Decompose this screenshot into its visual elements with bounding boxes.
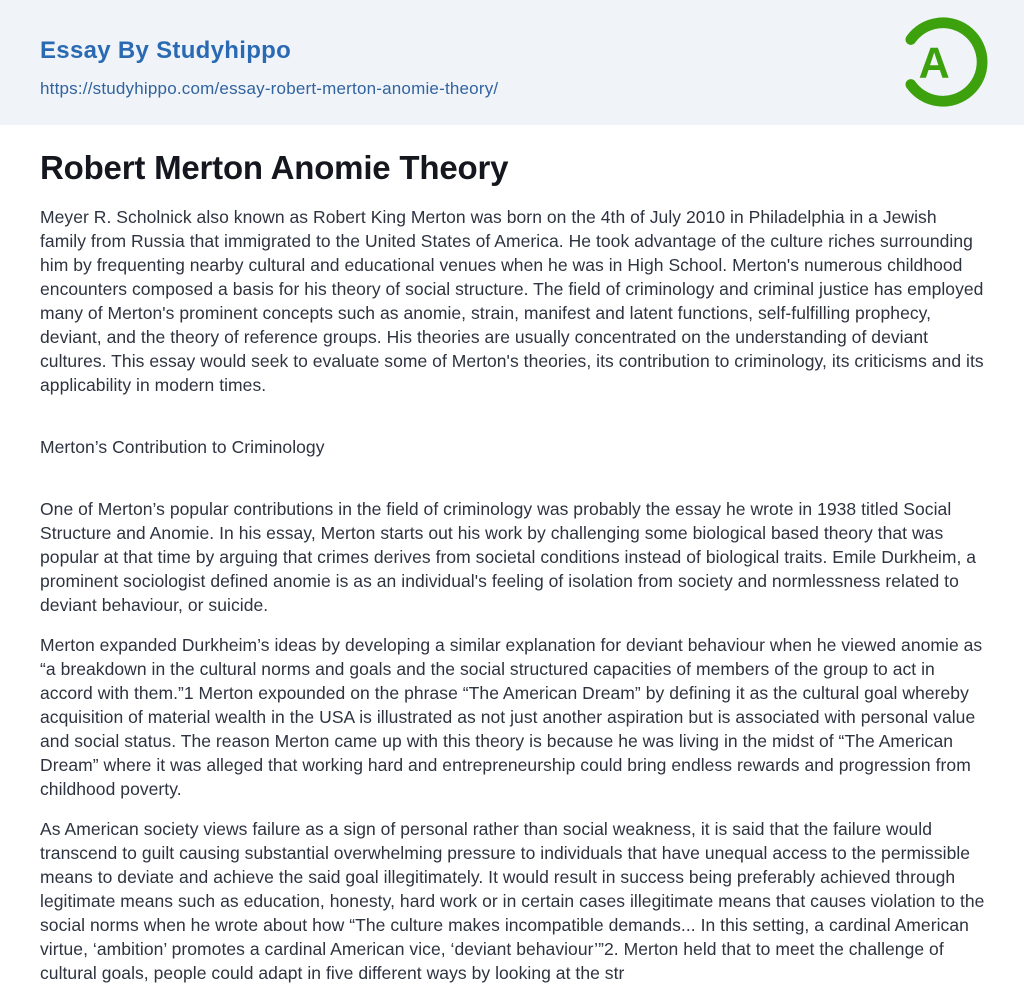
- logo-letter: A: [918, 39, 950, 88]
- section-heading-contribution: Merton’s Contribution to Criminology: [40, 437, 325, 457]
- logo-arc-icon: [894, 13, 992, 111]
- article: [0, 125, 1024, 985]
- studyhippo-logo-icon: [894, 13, 992, 111]
- paragraph-society-failure: As American society views failure as a sign of personal rather than social weakness, it is said that the failure would transcend to guilt causing substantial overwhelming pressure to individuals that have unequal access to the permissible means to deviate and achieve the said goal illegitimately. It would result in success being preferably achieved through legitimate means such as education, honesty, hard work or in certain cases illegitimate means that causes violation to the social norms when he wrote about how “The culture makes incompatible demands... In this setting, a cardinal American virtue, ‘ambition’ promotes a cardinal American vice, ‘deviant behaviour’”2. Merton held that to meet the challenge of cultural goals, people could adapt in five different ways by looking at the str: [40, 819, 985, 983]
- page-header: [0, 0, 1024, 125]
- paragraph-american-dream: Merton expanded Durkheim’s ideas by developing a similar explanation for deviant behaviour when he viewed anomie as “a breakdown in the cultural norms and goals and the social structured capacities of members of the group to act in accord with them.”1 Merton expounded on the phrase “The American Dream” by defining it as the cultural goal whereby acquisition of material wealth in the USA is illustrated as not just another aspiration but is associated with personal value and social status. The reason Merton came up with this theory is because he was living in the midst of “The American Dream” where it was alleged that working hard and entrepreneurship could bring endless rewards and progression from childhood poverty.: [40, 635, 983, 799]
- paragraph-social-structure-anomie: One of Merton’s popular contributions in the field of criminology was probably the essay he wrote in 1938 titled Social Structure and Anomie. In his essay, Merton starts out his work by challenging some biological based theory that was popular at that time by arguing that crimes derives from societal conditions instead of biological traits. Emile Durkheim, a prominent sociologist defined anomie is as an individual's feeling of isolation from society and normlessness related to deviant behaviour, or suicide.: [40, 499, 977, 615]
- essay-url-link[interactable]: https://studyhippo.com/essay-robert-merton-anomie-theory/: [40, 79, 499, 98]
- article-title: Robert Merton Anomie Theory: [40, 149, 509, 186]
- site-title: Essay By Studyhippo: [40, 37, 292, 64]
- paragraph-intro: Meyer R. Scholnick also known as Robert King Merton was born on the 4th of July 2010 in Philadelphia in a Jewish family from Russia that immigrated to the United States of America. He took advantage of the culture riches surrounding him by frequenting nearby cultural and educational venues when he was in High School. Merton's numerous childhood encounters composed a basis for his theory of social structure. The field of criminology and criminal justice has employed many of Merton's prominent concepts such as anomie, strain, manifest and latent functions, self-fulfilling prophecy, deviant, and the theory of reference groups. His theories are usually concentrated on the understanding of deviant cultures. This essay would seek to evaluate some of Merton's theories, its contribution to criminology, its criticisms and its applicability in modern times.: [40, 207, 984, 395]
